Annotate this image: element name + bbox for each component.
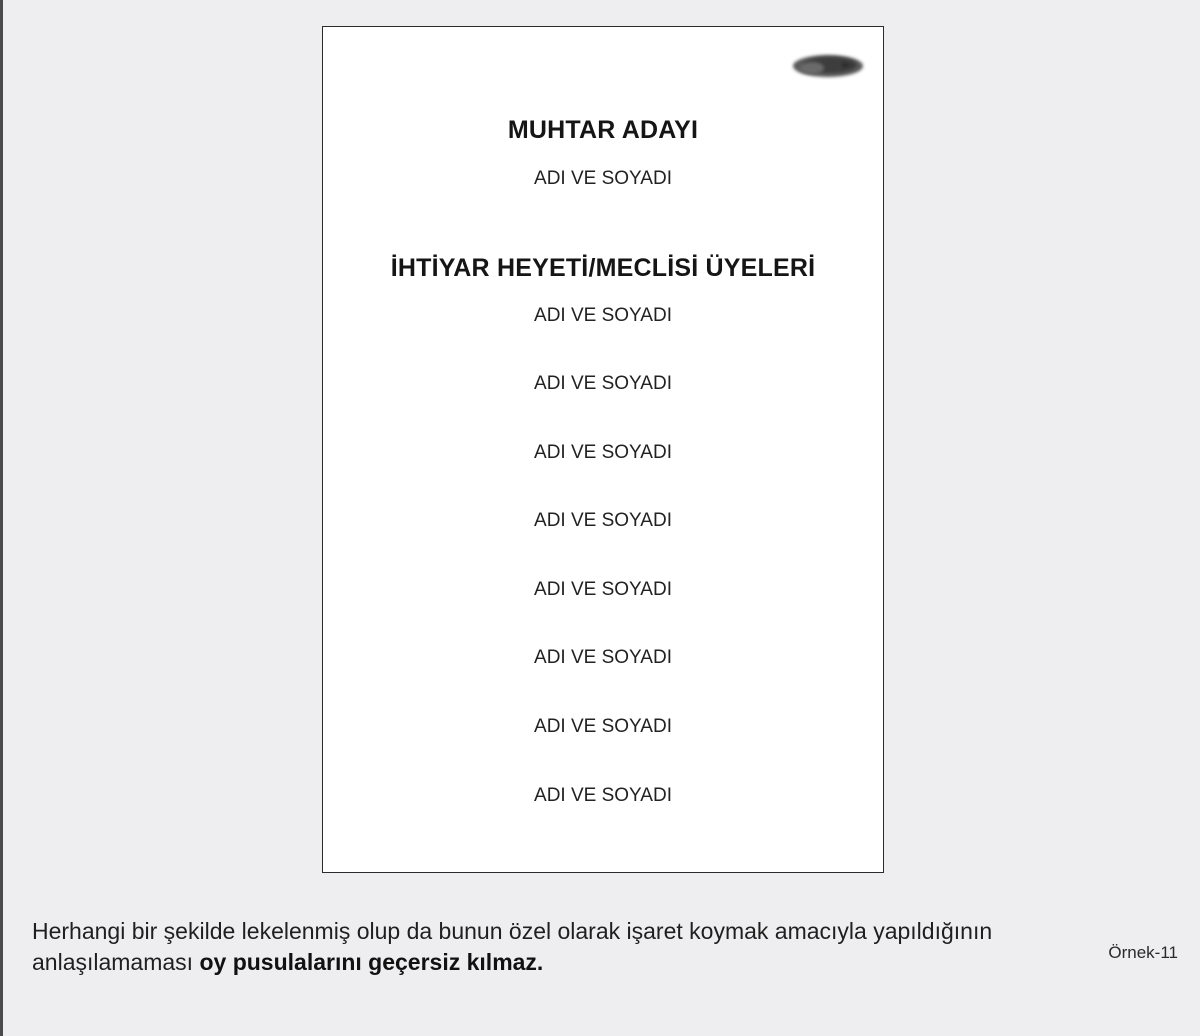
caption-text: Herhangi bir şekilde lekelenmiş olup da bunun özel olarak işaret koymak amacıyla yapıldığının anlaşılamaması	[32, 918, 993, 975]
muhtar-heading: MUHTAR ADAYI	[507, 116, 699, 144]
member-name: ADI VE SOYADI	[534, 647, 672, 668]
ballot-paper	[322, 26, 884, 873]
ink-smudge	[790, 52, 866, 80]
explanation-caption	[32, 916, 1072, 978]
member-name: ADI VE SOYADI	[534, 442, 672, 463]
left-border	[0, 0, 3, 1036]
member-name: ADI VE SOYADI	[534, 305, 672, 326]
member-name: ADI VE SOYADI	[534, 510, 672, 531]
caption-emphasis: oy pusulalarını geçersiz kılmaz.	[199, 949, 544, 975]
example-label: Örnek-11	[1108, 943, 1178, 962]
heyet-heading: İHTİYAR HEYETİ/MECLİSİ ÜYELERİ	[390, 254, 816, 282]
member-name: ADI VE SOYADI	[534, 785, 672, 806]
member-name: ADI VE SOYADI	[534, 579, 672, 600]
muhtar-candidate-name: ADI VE SOYADI	[534, 168, 672, 189]
member-name: ADI VE SOYADI	[534, 373, 672, 394]
member-name: ADI VE SOYADI	[534, 716, 672, 737]
